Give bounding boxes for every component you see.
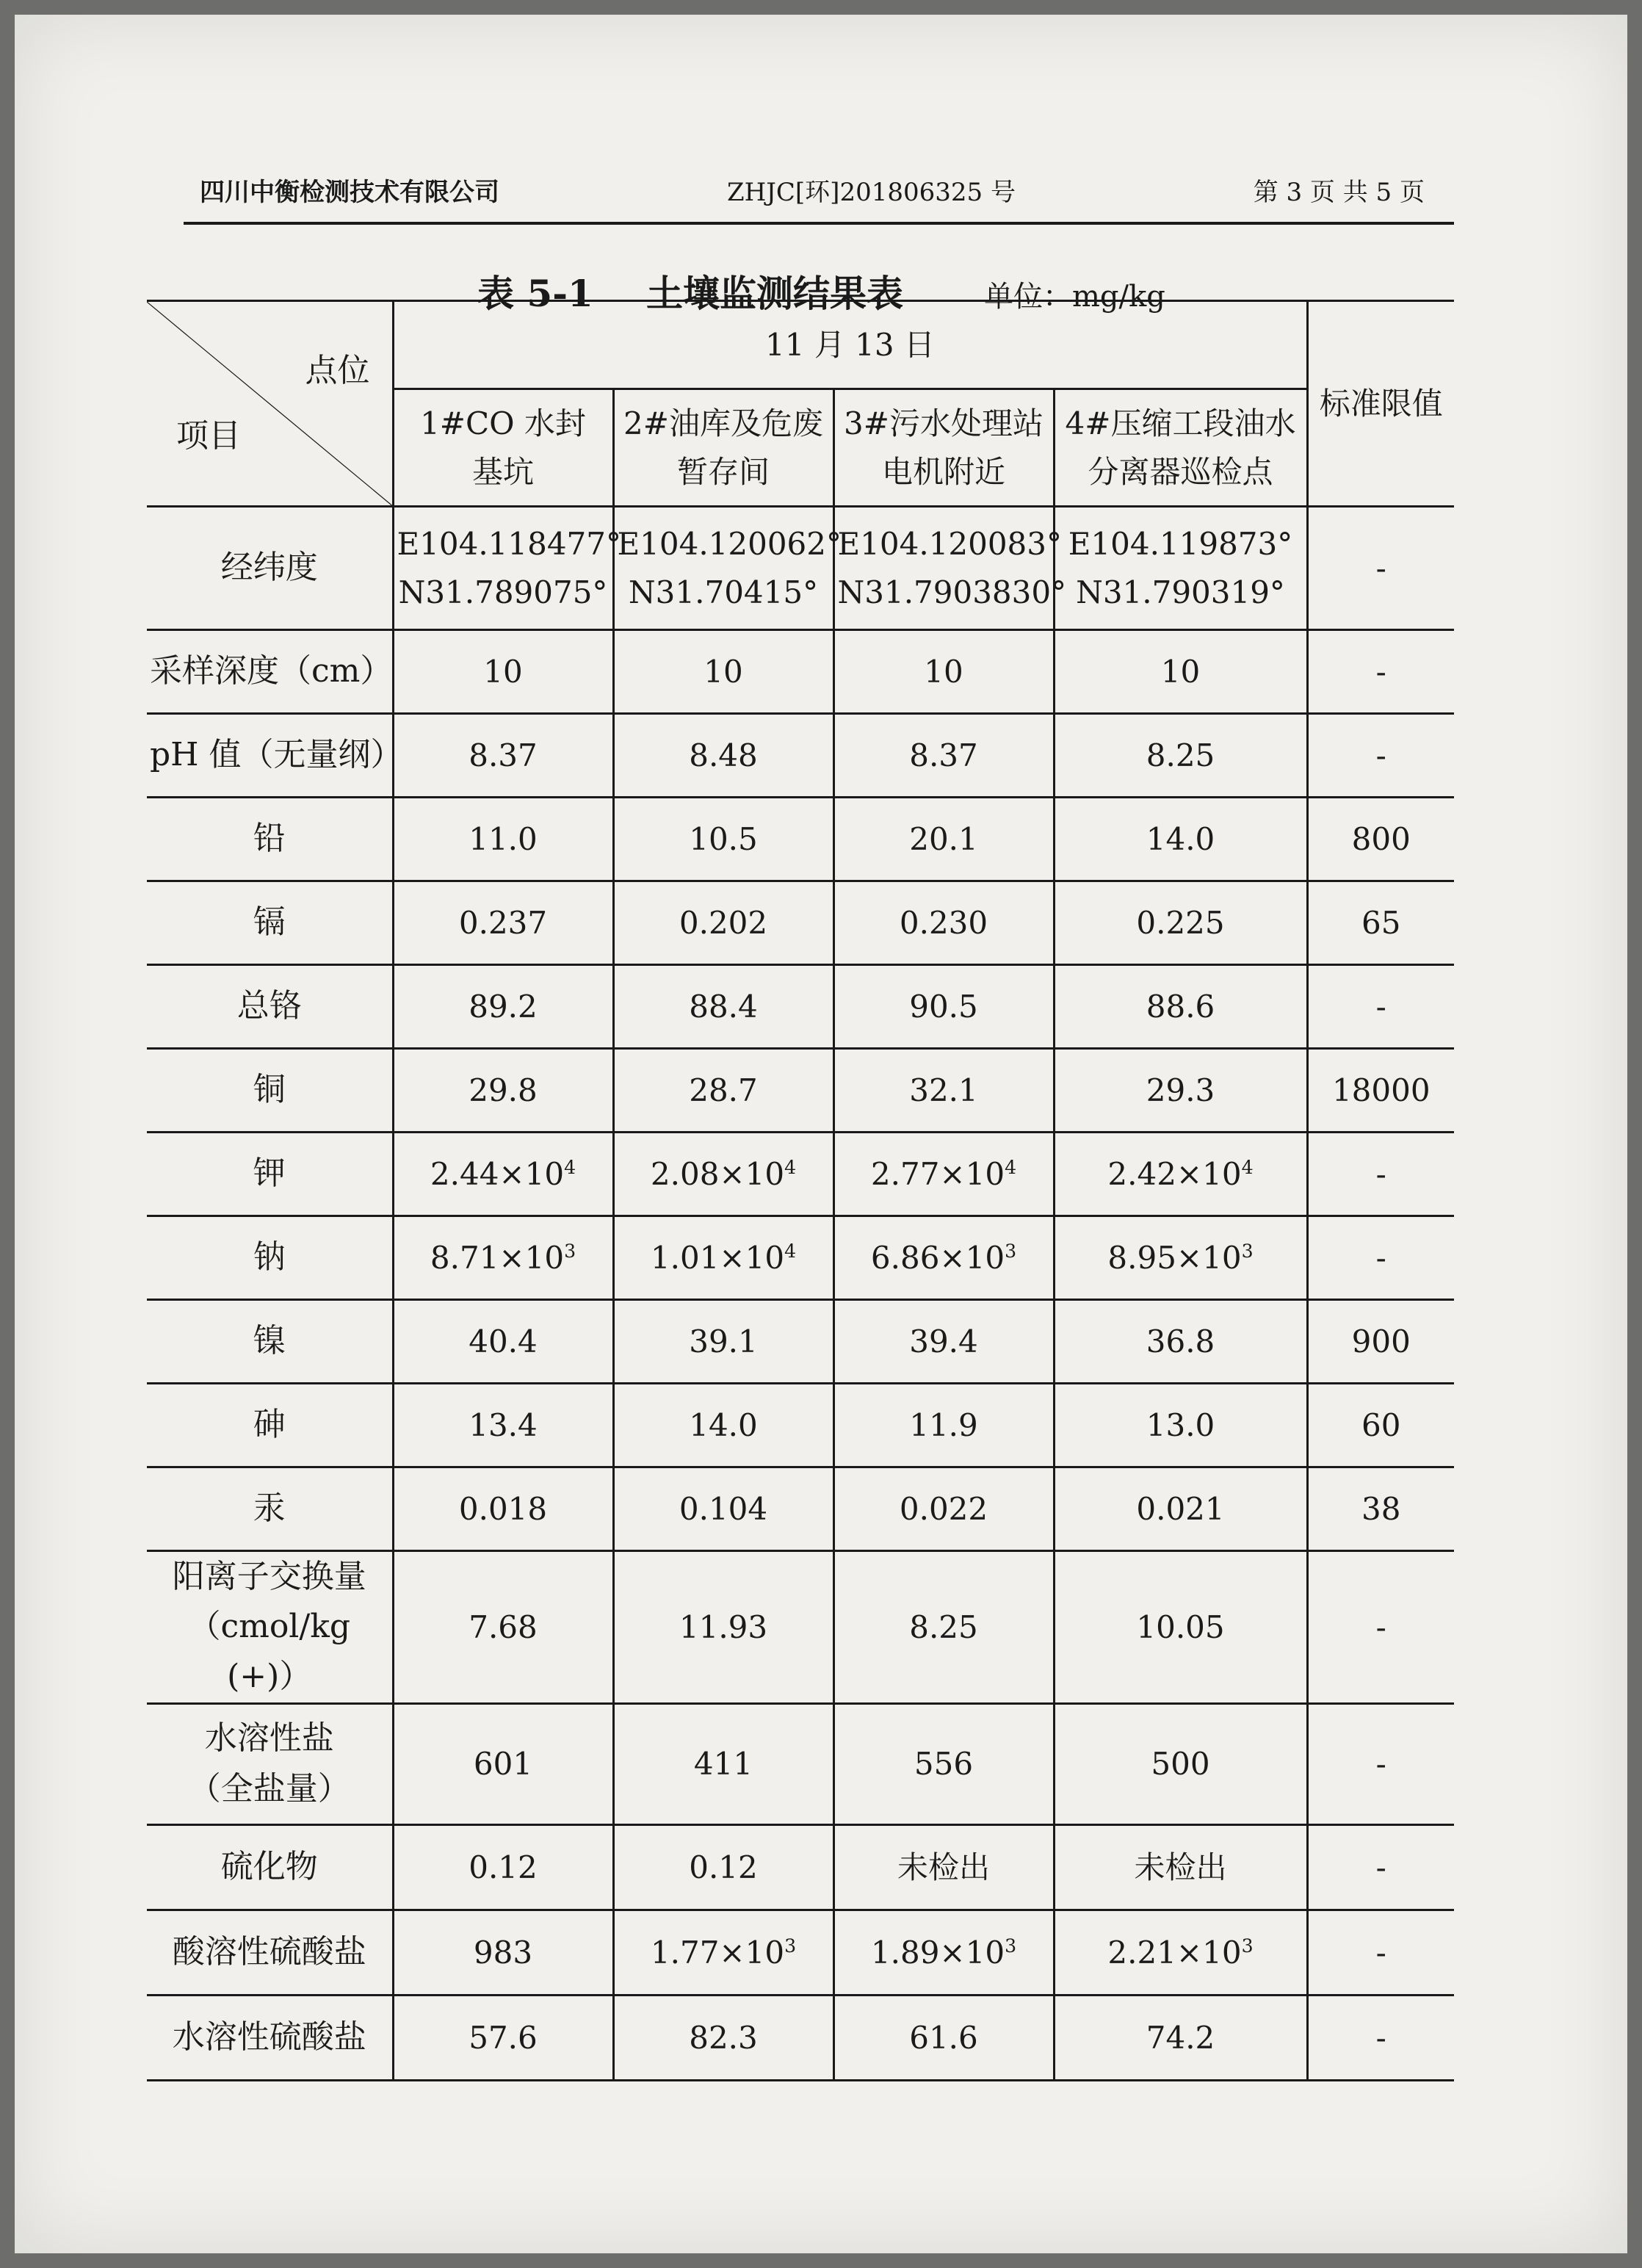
table-cell: 10 xyxy=(613,630,833,714)
corner-cell xyxy=(147,301,393,507)
report-number: ZHJC[环]201806325 号 xyxy=(727,178,1016,207)
standard-cell: 900 xyxy=(1307,1300,1454,1384)
row-label: pH 值（无量纲） xyxy=(147,714,393,798)
table-cell: 28.7 xyxy=(613,1049,833,1133)
table-cell: 20.1 xyxy=(833,798,1054,881)
standard-cell: - xyxy=(1307,714,1454,798)
table-cell: 7.68 xyxy=(393,1551,613,1704)
table-name: 土壤监测结果表 xyxy=(646,272,903,315)
row-label: 硫化物 xyxy=(147,1824,393,1910)
header-row xyxy=(147,301,1454,389)
row-label: 水溶性硫酸盐 xyxy=(147,1995,393,2080)
standard-cell: - xyxy=(1307,965,1454,1049)
table-cell: $2.21\times 10^3$ xyxy=(1054,1910,1307,1995)
table-cell: 29.8 xyxy=(393,1049,613,1133)
table-cell: $2.44\times 10^4$ xyxy=(393,1133,613,1216)
row-label: 经纬度 xyxy=(147,507,393,630)
table-cell: 88.6 xyxy=(1054,965,1307,1049)
corner-label-item: 项目 xyxy=(176,416,241,455)
table-row xyxy=(147,965,1454,1049)
table-row xyxy=(147,1300,1454,1384)
table-cell: 0.104 xyxy=(613,1467,833,1551)
table-row xyxy=(147,507,1454,630)
table-row xyxy=(147,881,1454,965)
table-cell: 8.25 xyxy=(833,1551,1054,1704)
corner-label-site: 点位 xyxy=(305,352,370,389)
table-cell: 10.05 xyxy=(1054,1551,1307,1704)
table-row xyxy=(147,1703,1454,1824)
table-cell: 500 xyxy=(1054,1703,1307,1824)
standard-cell: 800 xyxy=(1307,798,1454,881)
table-cell: 10 xyxy=(1054,630,1307,714)
standard-cell: 18000 xyxy=(1307,1049,1454,1133)
table-cell: 14.0 xyxy=(613,1384,833,1467)
table-cell: 40.4 xyxy=(393,1300,613,1384)
table-row xyxy=(147,630,1454,714)
standard-cell: - xyxy=(1307,1216,1454,1300)
table-cell: 0.12 xyxy=(613,1824,833,1910)
standard-cell: 38 xyxy=(1307,1467,1454,1551)
page-number: 第 3 页 共 5 页 xyxy=(1253,178,1425,207)
table-cell: E104.118477° N31.789075° xyxy=(393,507,613,630)
table-cell: 11.93 xyxy=(613,1551,833,1704)
table-cell: 13.4 xyxy=(393,1384,613,1467)
table-cell: 14.0 xyxy=(1054,798,1307,881)
table-row xyxy=(147,1824,1454,1910)
table-cell: 0.022 xyxy=(833,1467,1054,1551)
table-cell: E104.119873° N31.790319° xyxy=(1054,507,1307,630)
table-cell: 8.37 xyxy=(833,714,1054,798)
row-label: 酸溶性硫酸盐 xyxy=(147,1910,393,1995)
table-cell: 0.12 xyxy=(393,1824,613,1910)
table-cell: 未检出 xyxy=(1054,1824,1307,1910)
table-cell: 8.48 xyxy=(613,714,833,798)
table-row xyxy=(147,1216,1454,1300)
standard-cell: - xyxy=(1307,1995,1454,2080)
row-label: 总铬 xyxy=(147,965,393,1049)
table-cell: 8.37 xyxy=(393,714,613,798)
row-label: 铜 xyxy=(147,1049,393,1133)
table-row xyxy=(147,1133,1454,1216)
table-cell: 61.6 xyxy=(833,1995,1054,2080)
table-cell: 556 xyxy=(833,1703,1054,1824)
row-label: 汞 xyxy=(147,1467,393,1551)
table-cell: 32.1 xyxy=(833,1049,1054,1133)
table-row xyxy=(147,1049,1454,1133)
row-label: 钠 xyxy=(147,1216,393,1300)
date-header: 11 月 13 日 xyxy=(393,301,1307,389)
table-cell: 13.0 xyxy=(1054,1384,1307,1467)
table-row xyxy=(147,714,1454,798)
page-header xyxy=(184,159,1454,225)
table-cell: 0.018 xyxy=(393,1467,613,1551)
table-row xyxy=(147,1467,1454,1551)
table-cell: 39.4 xyxy=(833,1300,1054,1384)
row-label: 铅 xyxy=(147,798,393,881)
table-cell: E104.120062° N31.70415° xyxy=(613,507,833,630)
row-label: 镉 xyxy=(147,881,393,965)
table-cell: 11.9 xyxy=(833,1384,1054,1467)
table-cell: 983 xyxy=(393,1910,613,1995)
site-header: 3#污水处理站 电机附近 xyxy=(833,389,1054,507)
site-header: 2#油库及危废 暂存间 xyxy=(613,389,833,507)
table-cell: $8.71\times 10^3$ xyxy=(393,1216,613,1300)
table-number: 表 5-1 xyxy=(477,272,593,315)
standard-cell: - xyxy=(1307,1703,1454,1824)
row-label: 钾 xyxy=(147,1133,393,1216)
standard-cell: - xyxy=(1307,1910,1454,1995)
table-cell: $1.89\times 10^3$ xyxy=(833,1910,1054,1995)
table-unit: 单位：mg/kg xyxy=(984,280,1165,314)
table-cell: 8.25 xyxy=(1054,714,1307,798)
table-cell: 0.202 xyxy=(613,881,833,965)
table-cell: 57.6 xyxy=(393,1995,613,2080)
site-header: 4#压缩工段油水 分离器巡检点 xyxy=(1054,389,1307,507)
table-row xyxy=(147,1995,1454,2080)
table-cell: 36.8 xyxy=(1054,1300,1307,1384)
table-cell: E104.120083° N31.7903830° xyxy=(833,507,1054,630)
table-cell: 10 xyxy=(833,630,1054,714)
table-cell: $1.77\times 10^3$ xyxy=(613,1910,833,1995)
company-name: 四川中衡检测技术有限公司 xyxy=(200,178,499,207)
table-row xyxy=(147,798,1454,881)
row-label: 水溶性盐 （全盐量） xyxy=(147,1703,393,1824)
standard-cell: - xyxy=(1307,1824,1454,1910)
table-cell: 11.0 xyxy=(393,798,613,881)
table-cell: 29.3 xyxy=(1054,1049,1307,1133)
table-cell: 411 xyxy=(613,1703,833,1824)
table-row xyxy=(147,1384,1454,1467)
row-label: 采样深度（cm） xyxy=(147,630,393,714)
standard-header: 标准限值 xyxy=(1307,301,1454,507)
table-cell: $8.95\times 10^3$ xyxy=(1054,1216,1307,1300)
table-row xyxy=(147,1910,1454,1995)
table-cell: $6.86\times 10^3$ xyxy=(833,1216,1054,1300)
table-cell: 0.225 xyxy=(1054,881,1307,965)
site-header: 1#CO 水封 基坑 xyxy=(393,389,613,507)
table-cell: 82.3 xyxy=(613,1995,833,2080)
table-cell: 89.2 xyxy=(393,965,613,1049)
row-label: 砷 xyxy=(147,1384,393,1467)
standard-cell: - xyxy=(1307,507,1454,630)
table-cell: $2.42\times 10^4$ xyxy=(1054,1133,1307,1216)
row-label: 镍 xyxy=(147,1300,393,1384)
table-cell: 10 xyxy=(393,630,613,714)
table-cell: 10.5 xyxy=(613,798,833,881)
table-cell: 88.4 xyxy=(613,965,833,1049)
table-cell: 601 xyxy=(393,1703,613,1824)
table-cell: 0.230 xyxy=(833,881,1054,965)
table-cell: $2.08\times 10^4$ xyxy=(613,1133,833,1216)
table-cell: 0.021 xyxy=(1054,1467,1307,1551)
table-cell: $1.01\times 10^4$ xyxy=(613,1216,833,1300)
standard-cell: - xyxy=(1307,1133,1454,1216)
soil-results-table xyxy=(147,300,1454,2081)
table-cell: $2.77\times 10^4$ xyxy=(833,1133,1054,1216)
table-cell: 74.2 xyxy=(1054,1995,1307,2080)
table-cell: 39.1 xyxy=(613,1300,833,1384)
standard-cell: 65 xyxy=(1307,881,1454,965)
standard-cell: 60 xyxy=(1307,1384,1454,1467)
standard-cell: - xyxy=(1307,1551,1454,1704)
row-label: 阳离子交换量 （cmol/kg (+)） xyxy=(147,1551,393,1704)
table-cell: 90.5 xyxy=(833,965,1054,1049)
table-cell: 0.237 xyxy=(393,881,613,965)
table-cell: 未检出 xyxy=(833,1824,1054,1910)
standard-cell: - xyxy=(1307,630,1454,714)
table-row xyxy=(147,1551,1454,1704)
